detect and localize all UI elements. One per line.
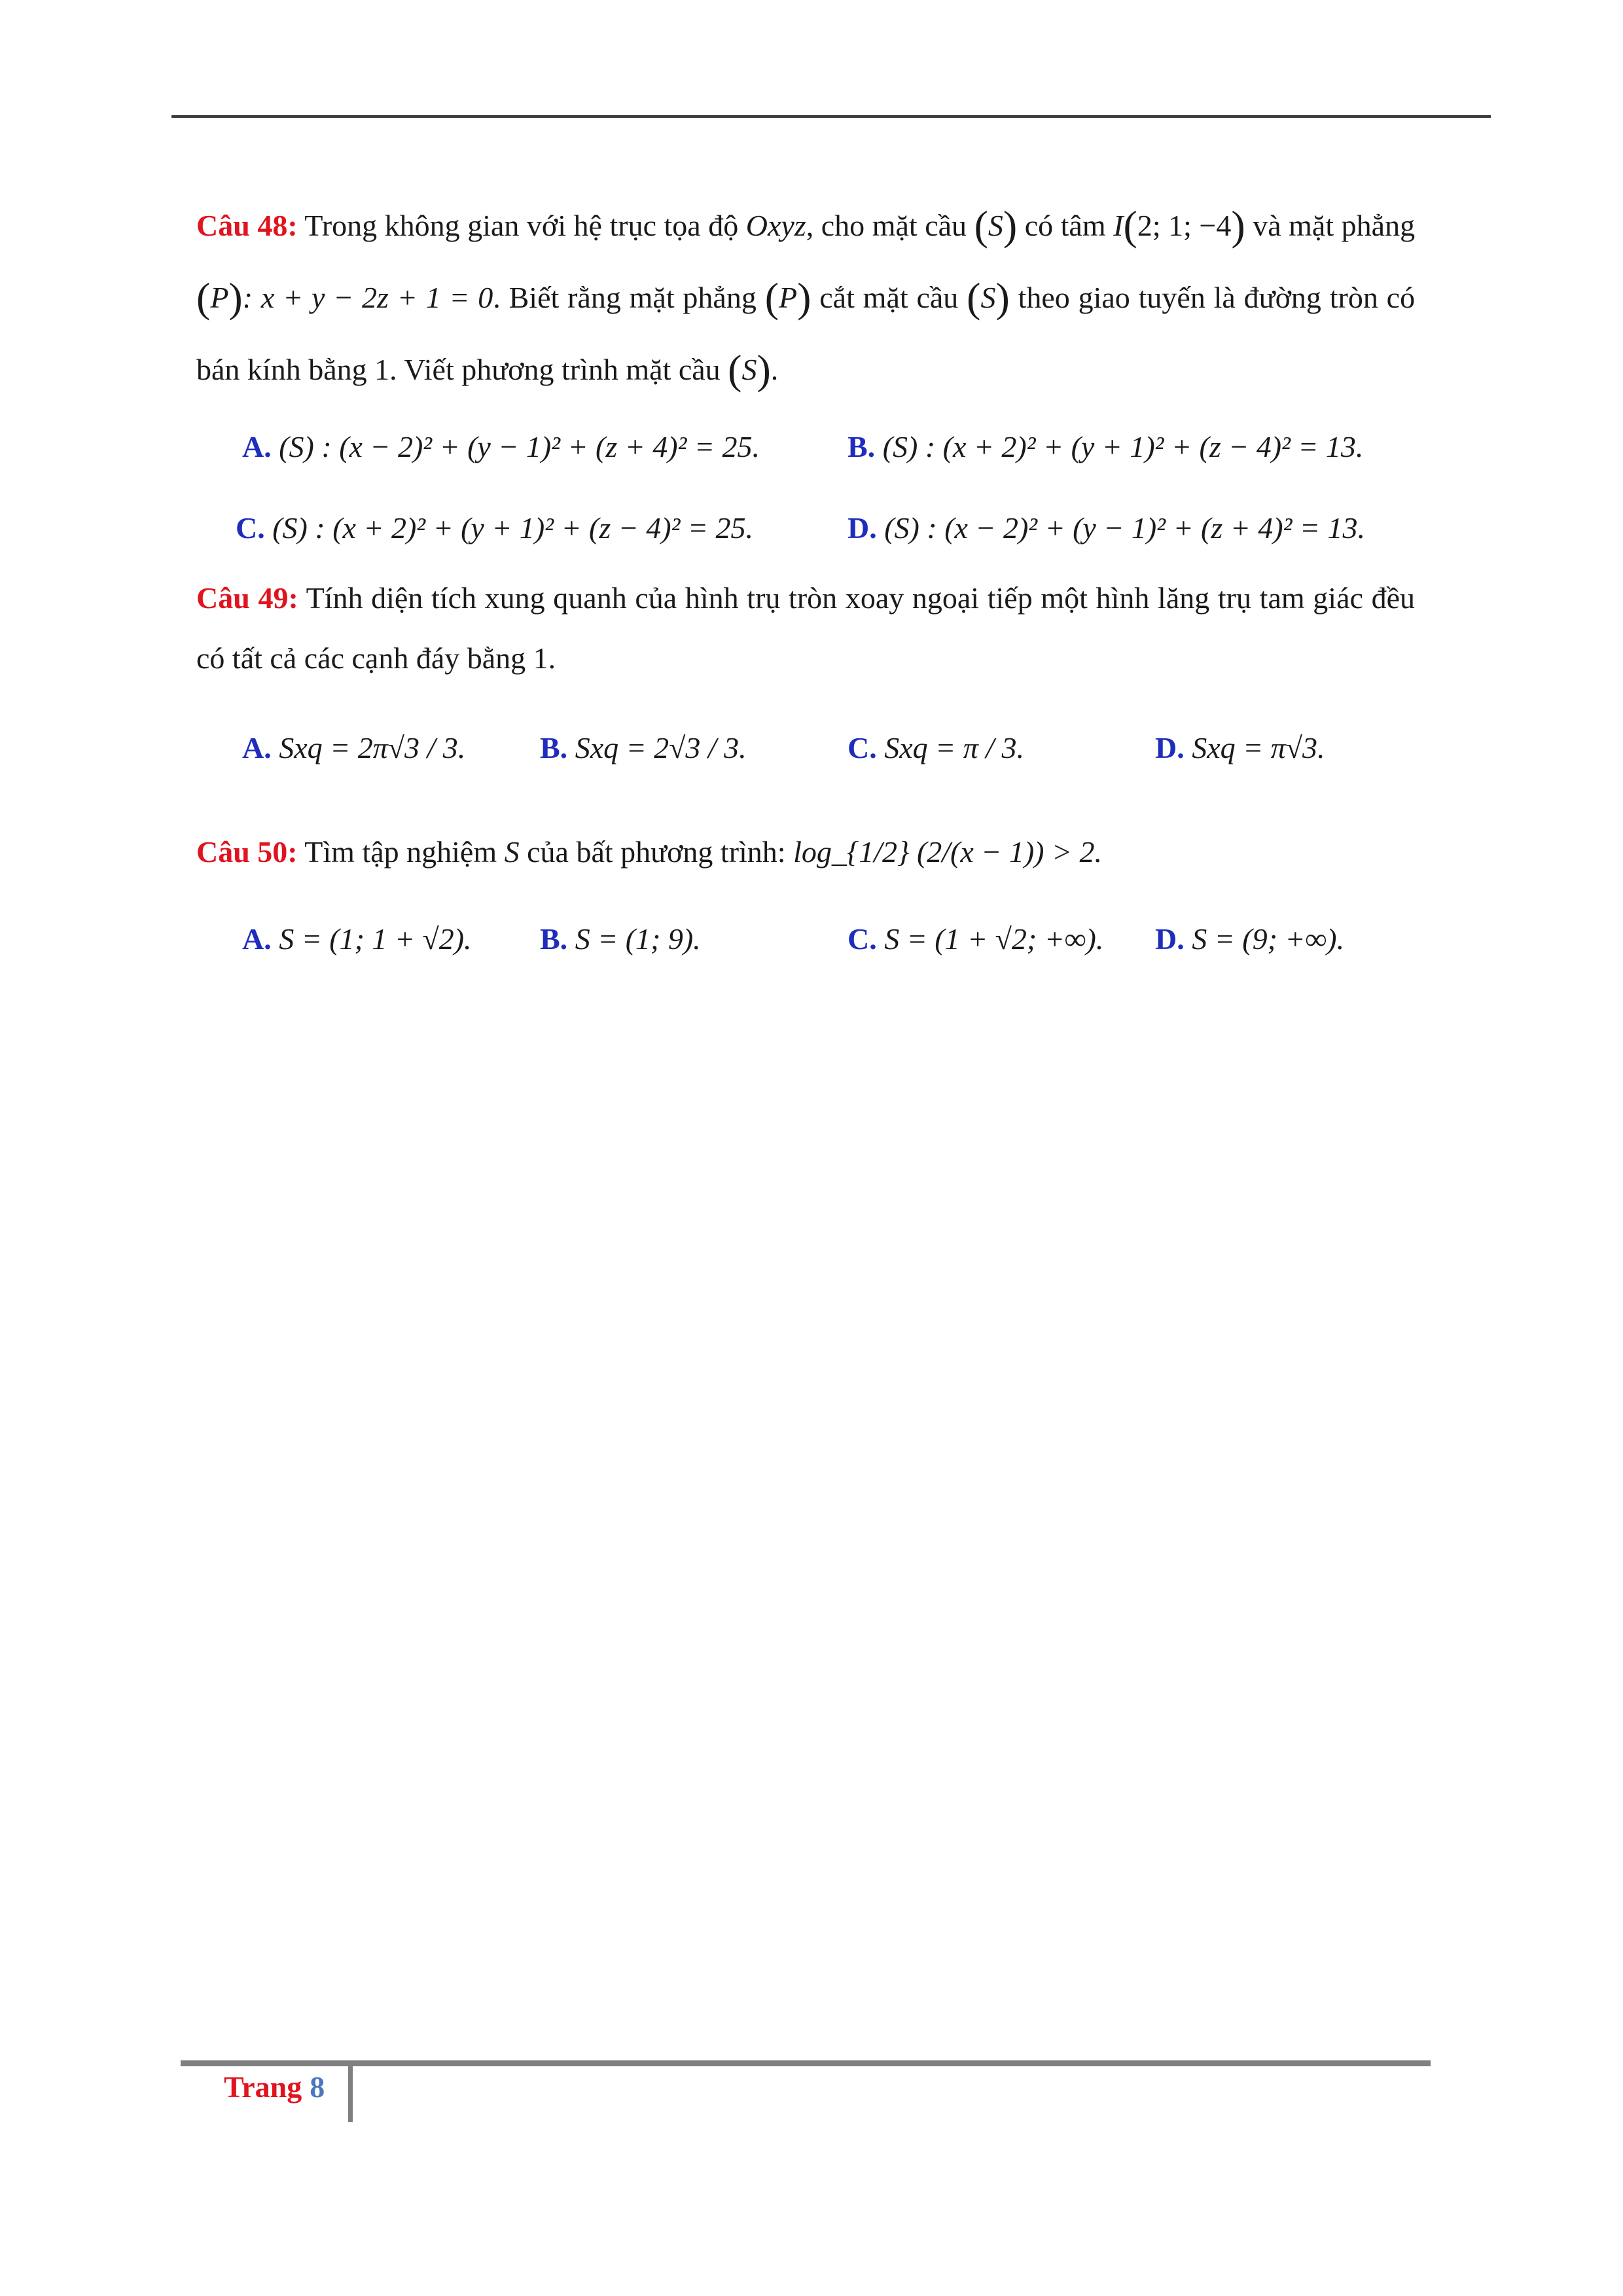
question-48-option-b[interactable]: B. (S) : (x + 2)² + (y + 1)² + (z − 4)² = 13. (847, 429, 1364, 463)
option-text: (S) : (x − 2)² + (y − 1)² + (z + 4)² = 25. (279, 429, 760, 463)
option-text: S = (1; 9). (575, 922, 701, 956)
question-48-option-d[interactable]: D. (S) : (x − 2)² + (y − 1)² + (z + 4)² = 13. (847, 511, 1365, 545)
question-48-option-c[interactable]: C. (S) : (x + 2)² + (y + 1)² + (z − 4)² = 25. (236, 511, 753, 545)
question-48-label: Câu 48: (196, 209, 298, 242)
footer-rule (181, 2060, 1431, 2066)
option-text: Sxq = π√3. (1192, 730, 1325, 764)
question-50-option-d[interactable]: D. S = (9; +∞). (1155, 922, 1345, 956)
question-49-stem: Câu 49: Tính diện tích xung quanh của hình trụ tròn xoay ngoại tiếp một hình lăng trụ tam giác đều có tất cả các cạnh đáy bằng 1. (196, 581, 1415, 675)
question-49-option-b[interactable]: B. Sxq = 2√3 / 3. (540, 730, 747, 764)
option-text: S = (1 + √2; +∞). (884, 922, 1104, 956)
question-49-options-row (196, 689, 1415, 806)
question-50-option-a[interactable]: A. S = (1; 1 + √2). (242, 922, 472, 956)
page-number (224, 2070, 325, 2104)
question-49-label: Câu 49: (196, 581, 298, 615)
option-text: S = (1; 1 + √2). (279, 922, 472, 956)
question-49-option-a[interactable]: A. Sxq = 2π√3 / 3. (242, 730, 466, 764)
question-49-option-c[interactable]: C. Sxq = π / 3. (847, 730, 1025, 764)
option-text: Sxq = π / 3. (884, 730, 1025, 764)
option-text: Sxq = 2√3 / 3. (575, 730, 747, 764)
question-48-option-a[interactable]: A. (S) : (x − 2)² + (y − 1)² + (z + 4)² = 25. (242, 429, 760, 463)
question-50-stem: Câu 50: Tìm tập nghiệm S của bất phương trình: log_{1/2} (2/(x − 1)) > 2. (196, 835, 1102, 869)
option-text: Sxq = 2π√3 / 3. (279, 730, 466, 764)
question-48-options-row-2 (196, 487, 1415, 568)
question-48-options-row-1 (196, 406, 1415, 487)
question-50-option-b[interactable]: B. S = (1; 9). (540, 922, 701, 956)
page-number-value: 8 (310, 2070, 325, 2104)
option-text: S = (9; +∞). (1192, 922, 1345, 956)
footer-divider (348, 2066, 353, 2122)
question-50-options-row (196, 898, 1415, 979)
page-word: Trang (224, 2070, 302, 2104)
option-text: (S) : (x + 2)² + (y + 1)² + (z − 4)² = 13. (882, 429, 1364, 463)
question-50-option-c[interactable]: C. S = (1 + √2; +∞). (847, 922, 1104, 956)
option-text: (S) : (x − 2)² + (y − 1)² + (z + 4)² = 13. (884, 511, 1365, 545)
question-49-option-d[interactable]: D. Sxq = π√3. (1155, 730, 1325, 764)
header-rule (171, 115, 1491, 118)
inequality: log_{1/2} (2/(x − 1)) > 2. (793, 835, 1102, 869)
question-48-stem: Câu 48: Trong không gian với hệ trục tọa độ Oxyz, cho mặt cầu (S) có tâm I(2; 1; −4) và mặt phẳng (P): x + y − 2z + 1 = 0. Biết rằng mặt phẳng (P) cắt mặt cầu (S) theo giao tuyến là đường tròn có bán kính bằng 1. Viết phương trình mặt cầu (S). (196, 202, 1416, 393)
question-50-label: Câu 50: (196, 835, 298, 869)
page-content (196, 190, 1415, 979)
option-text: (S) : (x + 2)² + (y + 1)² + (z − 4)² = 25. (272, 511, 753, 545)
